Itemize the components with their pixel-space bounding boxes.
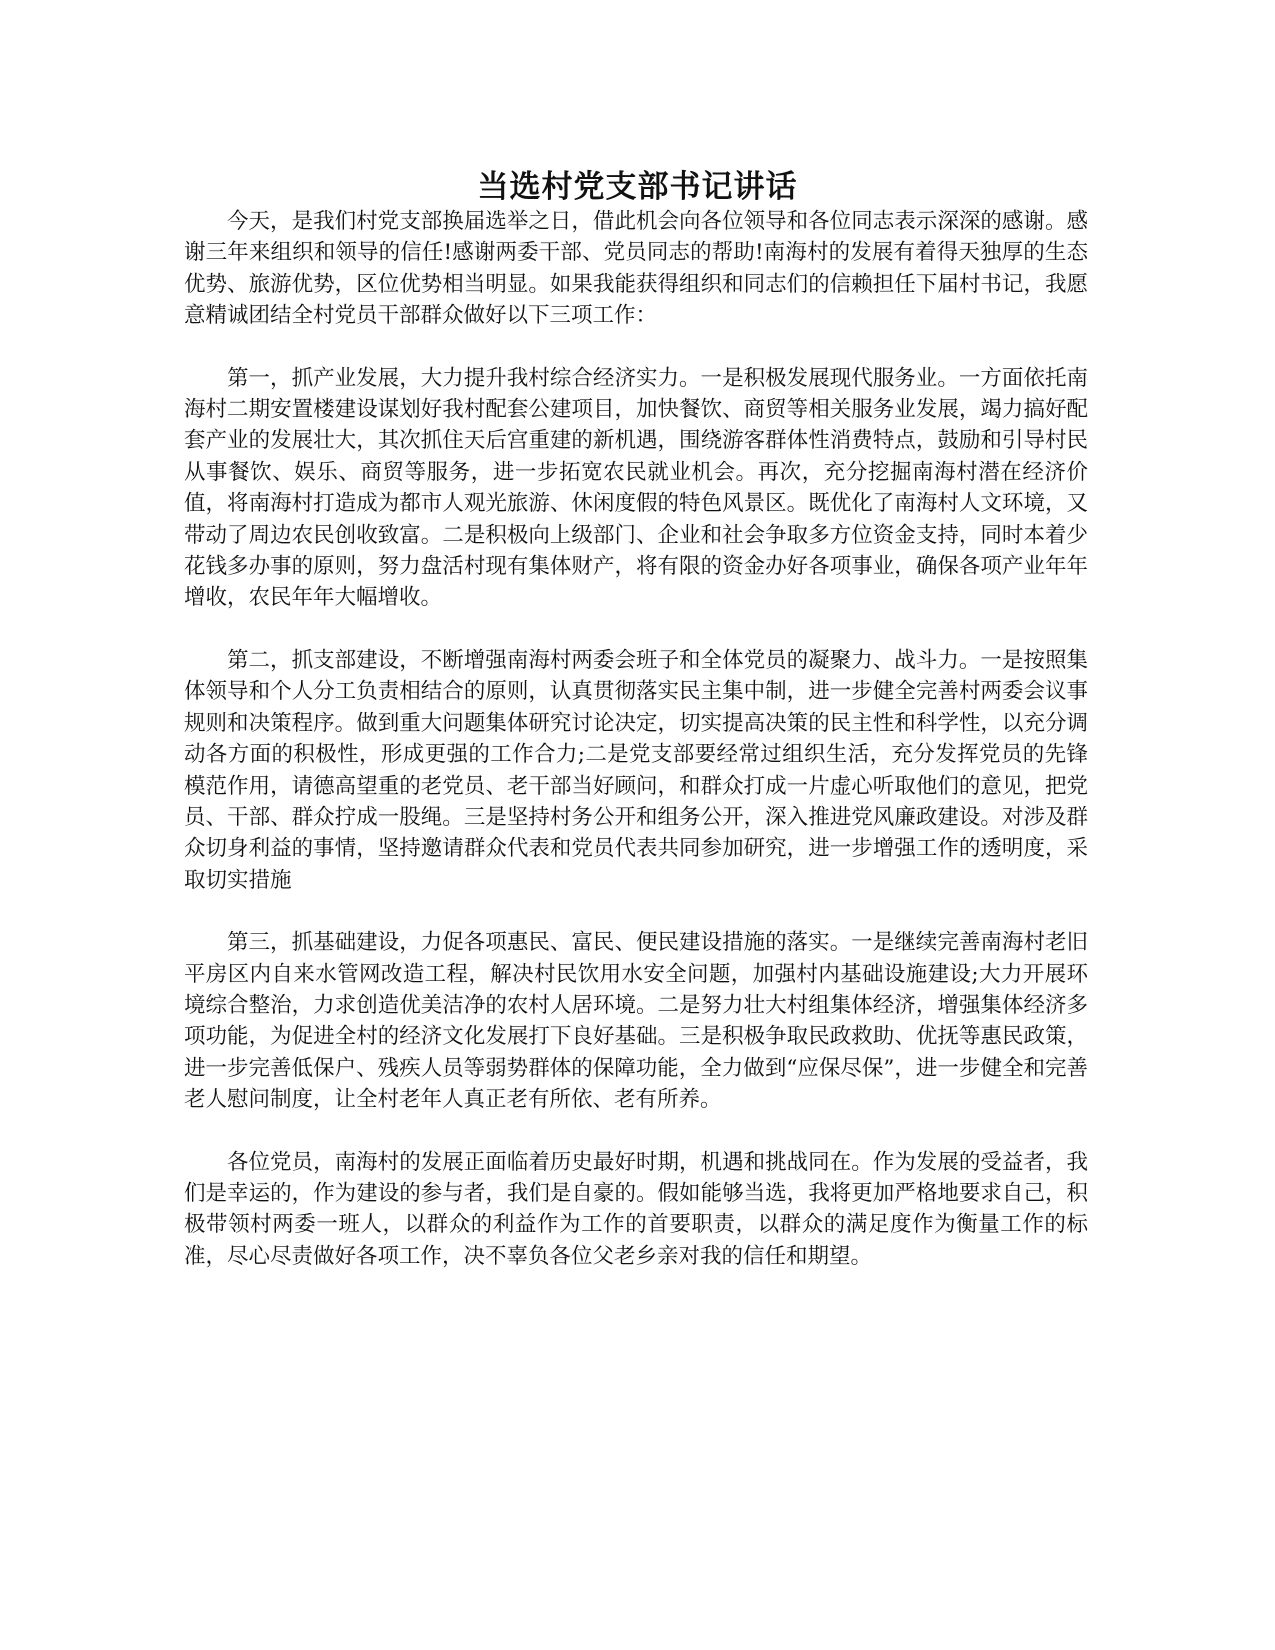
paragraph-closing: 各位党员，南海村的发展正面临着历史最好时期，机遇和挑战同在。作为发展的受益者，我们是幸运的，作为建设的参与者，我们是自豪的。假如能够当选，我将更加严格地要求自己，积极带领村两委一班人，以群众的利益作为工作的首要职责，以群众的满足度作为衡量工作的标准，尽心尽责做好各项工作，决不辜负各位父老乡亲对我的信任和期望。 (184, 1149, 1088, 1269)
document-body (184, 206, 1088, 1303)
document-title: 当选村党支部书记讲话 (477, 168, 798, 205)
paragraph-first-point: 第一，抓产业发展，大力提升我村综合经济实力。一是积极发展现代服务业。一方面依托南海村二期安置楼建设谋划好我村配套公建项目，加快餐饮、商贸等相关服务业发展，竭力搞好配套产业的发展壮大，其次抓住天后宫重建的新机遇，围绕游客群体性消费特点，鼓励和引导村民从事餐饮、娱乐、商贸等服务，进一步拓宽农民就业机会。再次，充分挖掘南海村潜在经济价值，将南海村打造成为都市人观光旅游、休闲度假的特色风景区。既优化了南海村人文环境，又带动了周边农民创收致富。二是积极向上级部门、企业和社会争取多方位资金支持，同时本着少花钱多办事的原则，努力盘活村现有集体财产，将有限的资金办好各项事业，确保各项产业年年增收，农民年年大幅增收。 (184, 365, 1088, 611)
paragraph-third-point: 第三，抓基础建设，力促各项惠民、富民、便民建设措施的落实。一是继续完善南海村老旧平房区内自来水管网改造工程，解决村民饮用水安全问题，加强村内基础设施建设;大力开展环境综合整治，力求创造优美洁净的农村人居环境。二是努力壮大村组集体经济，增强集体经济多项功能，为促进全村的经济文化发展打下良好基础。三是积极争取民政救助、优抚等惠民政策，进一步完善低保户、残疾人员等弱势群体的保障功能，全力做到“应保尽保”，进一步健全和完善老人慰问制度，让全村老年人真正老有所依、老有所养。 (184, 930, 1088, 1113)
paragraph-second-point: 第二，抓支部建设，不断增强南海村两委会班子和全体党员的凝聚力、战斗力。一是按照集体领导和个人分工负责相结合的原则，认真贯彻落实民主集中制，进一步健全完善村两委会议事规则和决策程序。做到重大问题集体研究讨论决定，切实提高决策的民主性和科学性，以充分调动各方面的积极性，形成更强的工作合力;二是党支部要经常过组织生活，充分发挥党员的先锋模范作用，请德高望重的老党员、老干部当好顾问，和群众打成一片虚心听取他们的意见，把党员、干部、群众拧成一股绳。三是坚持村务公开和组务公开，深入推进党风廉政建设。对涉及群众切身利益的事情，坚持邀请群众代表和党员代表共同参加研究，进一步增强工作的透明度，采取切实措施 (184, 647, 1088, 893)
paragraph-intro: 今天，是我们村党支部换届选举之日，借此机会向各位领导和各位同志表示深深的感谢。感谢三年来组织和领导的信任!感谢两委干部、党员同志的帮助!南海村的发展有着得天独厚的生态优势、旅游优势，区位优势相当明显。如果我能获得组织和同志们的信赖担任下届村书记，我愿意精诚团结全村党员干部群众做好以下三项工作： (184, 209, 1088, 329)
